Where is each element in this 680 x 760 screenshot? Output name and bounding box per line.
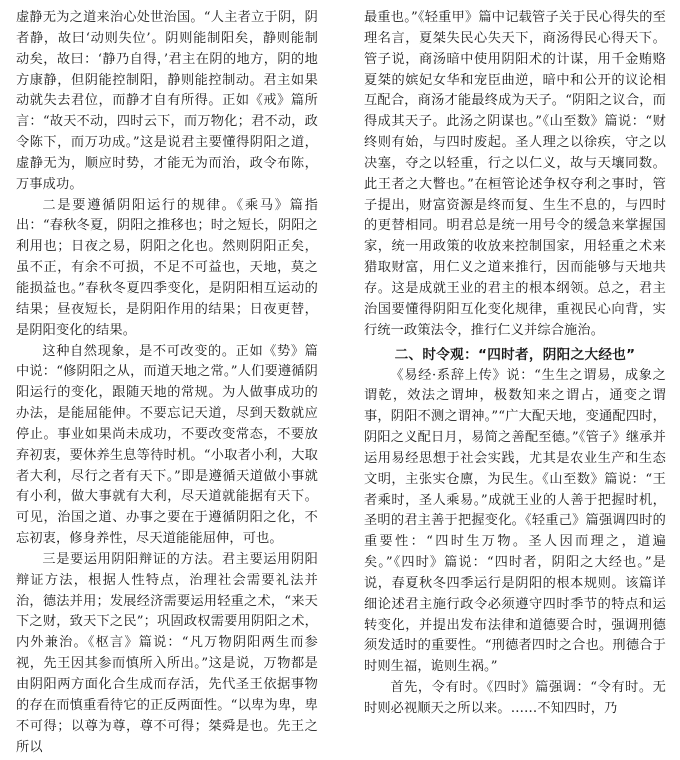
left-paragraph-4: 三是要运用阴阳辩证的方法。君主要运用阴阳辩证方法，根据人性特点，治理社会需要礼法并治，德法并用；发展经济需要运用轻重之术，“来天下之财，致天下之民”；巩固政权需要用阴阳之术，内外兼治。《枢言》篇说：“凡万物阴阳两生而参视，先王因其参而慎所入所出。”这是说，万物都是由阴阳两方面化合生成而存活，先代圣王依据事物的存在而慎重看待它的正反两面性。“以卑为卑，卑不可得；以尊为尊，尊不可得；桀舜是也。先王之所以 <box>16 551 318 755</box>
right-paragraph-3: 首先，令有时。《四时》篇强调：“令有时。无时则必视顺天之所以来。……不知四时，乃 <box>364 680 666 716</box>
left-column <box>16 8 318 758</box>
left-paragraph-3: 这种自然现象，是不可改变的。正如《势》篇中说：“修阴阳之从，而道天地之常。”人们要遵循阴阳运行的变化，跟随天地的常规。为人做事成功的办法，是能屈能伸。不要忘记天道，尽到天数就应停止。事业如果尚未成功，不要改变常态，不要放弃初衷，要休养生息等待时机。“小取者小利，大取者大利，尽行之者有天下。”即是遵循天道做小事就有小利，做大事就有大利，尽天道就能据有天下。可见，治国之道、办事之要在于遵循阴阳之化，不忘初衷，修身养性，尽天道能能屈伸，可也。 <box>16 343 318 547</box>
section-heading: 二、时令观：“四时者，阴阳之大经也” <box>394 346 636 363</box>
right-column <box>364 8 666 720</box>
right-paragraph-1: 最重也。”《轻重甲》篇中记载管子关于民心得失的至理名言，夏桀失民心失天下，商汤得民心得天下。管子说，商汤暗中使用阴阳术的计谋，用千金贿赂夏桀的嫔妃女华和宠臣曲逆，暗中和公开的议论相互配合，商汤才能最终成为天子。“阴阳之议合，而得成其天子。此汤之阴谋也。”《山至数》篇说：“财终则有始，与四时废起。圣人理之以徐疾，守之以决塞，夺之以轻重，行之以仁义，故与天壤同数。此王者之大瞥也。”在桓管论述争权夺利之事时，管子提出，财富资源是终而复、生生不息的，与四时的更替相同。明君总是统一用号令的缓急来掌握国家，统一用政策的收放来控制国家，用轻重之术来猎取财富，用仁义之道来推行，因而能够与天地共存。这是成就王业的君主的根本纲领。总之，君主治国要懂得阴阳互化变化规律，重视民心向背，实行统一政策法令，推行仁义并综合施治。 <box>364 10 666 338</box>
right-paragraph-2: 《易经·系辞上传》说：“生生之谓易，成象之谓乾，效法之谓坤，极数知来之谓占，通变之谓事，阴阳不测之谓神。”“广大配天地，变通配四时，阴阳之义配日月，易简之善配至德。”《管子》继承并运用易经思想于社会实践，尤其是农业生产和生态文明，主张实仓廪，为民生。《山至数》篇说：“王者乘时，圣人乘易。”成就王业的人善于把握时机，圣明的君主善于把握变化。《轻重己》篇强调四时的重要性：“四时生万物。圣人因而理之，道遍矣。”《四时》篇说：“四时者，阴阳之大经也。”是说，春夏秋冬四季运行是阴阳的根本规则。该篇详细论述君主施行政令必须遵守四时季节的特点和运转变化，并提出发布法律和道德要合时，强调刑德须发适时的重要性。“刑德者四时之合也。刑德合于时则生福，诡则生祸。” <box>364 367 666 675</box>
left-paragraph-2: 二是要遵循阴阳运行的规律。《乘马》篇指出：“春秋冬夏，阴阳之推移也；时之短长，阴阳之利用也；日夜之易，阴阳之化也。然则阴阳正矣，虽不正，有余不可损，不足不可益也，天地，莫之能损益也。”春秋冬夏四季变化，是阴阳相互运动的结果；昼夜短长，是阴阳作用的结果；日夜更替，是阴阳变化的结果。 <box>16 197 318 338</box>
left-paragraph-1: 虚静无为之道来治心处世治国。“人主者立于阴，阴者静，故曰‘动则失位’。阴则能制阳矣，静则能制动矣，故曰：‘静乃自得，’君主在阴的地方，阴的地方康静，但阴能控制阳，静则能控制动。君主如果动就失去君位，而静才自有所得。正如《戒》篇所言：“故天不动，四时云下，而万物化；君不动，政令陈下，而万功成。”这是说君主要懂得阴阳之道，虚静无为，顺应时势，才能无为而治，政令布陈，万事成功。 <box>16 10 318 192</box>
